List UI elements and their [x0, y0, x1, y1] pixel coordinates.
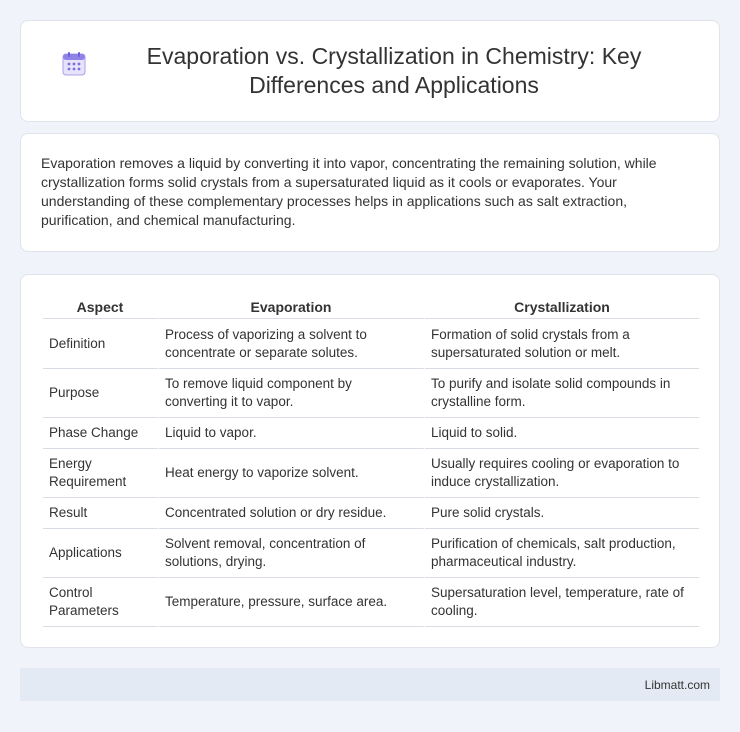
title-card — [20, 20, 720, 122]
footer — [20, 668, 720, 701]
row-evaporation: Concentrated solution or dry residue. — [159, 498, 425, 529]
row-evaporation: Liquid to vapor. — [159, 418, 425, 449]
header-aspect: Aspect — [43, 297, 159, 319]
row-crystallization: Pure solid crystals. — [425, 498, 699, 529]
row-aspect: Result — [43, 498, 159, 529]
row-aspect: Applications — [43, 529, 159, 578]
row-evaporation: Solvent removal, concentration of solutions, drying. — [159, 529, 425, 578]
table-row — [43, 449, 699, 498]
row-aspect: Phase Change — [43, 418, 159, 449]
row-evaporation: Temperature, pressure, surface area. — [159, 578, 425, 627]
table-card — [20, 274, 720, 648]
row-aspect: Purpose — [43, 369, 159, 418]
row-evaporation: Process of vaporizing a solvent to concentrate or separate solutes. — [159, 319, 425, 369]
table-row — [43, 578, 699, 627]
table-row — [43, 529, 699, 578]
row-aspect: Energy Requirement — [43, 449, 159, 498]
table-header-row — [43, 297, 699, 319]
calendar-icon — [60, 50, 88, 78]
intro-paragraph: Evaporation removes a liquid by converting it into vapor, concentrating the remaining solution, while crystallization forms solid crystals from a supersaturated liquid as it cools or evaporates. Your understanding of these complementary processes helps in applications such as salt extraction, purification, and chemical manufacturing. — [41, 155, 657, 228]
table-row — [43, 319, 699, 369]
footer-site-link[interactable]: Libmatt.com — [644, 677, 710, 692]
title-wrap — [60, 42, 680, 100]
row-crystallization: Usually requires cooling or evaporation to induce crystallization. — [425, 449, 699, 498]
table-row — [43, 498, 699, 529]
table-row — [43, 418, 699, 449]
row-evaporation: To remove liquid component by converting it to vapor. — [159, 369, 425, 418]
row-crystallization: Purification of chemicals, salt production, pharmaceutical industry. — [425, 529, 699, 578]
header-evaporation: Evaporation — [159, 297, 425, 319]
row-aspect: Definition — [43, 319, 159, 369]
table-row — [43, 369, 699, 418]
row-crystallization: Liquid to solid. — [425, 418, 699, 449]
row-evaporation: Heat energy to vaporize solvent. — [159, 449, 425, 498]
header-crystallization: Crystallization — [425, 297, 699, 319]
comparison-table — [43, 297, 699, 627]
page-title: Evaporation vs. Crystallization in Chemistry: Key Differences and Applications — [146, 43, 642, 98]
row-aspect: Control Parameters — [43, 578, 159, 627]
row-crystallization: Supersaturation level, temperature, rate of cooling. — [425, 578, 699, 627]
row-crystallization: To purify and isolate solid compounds in crystalline form. — [425, 369, 699, 418]
row-crystallization: Formation of solid crystals from a supersaturated solution or melt. — [425, 319, 699, 369]
intro-card — [20, 133, 720, 252]
